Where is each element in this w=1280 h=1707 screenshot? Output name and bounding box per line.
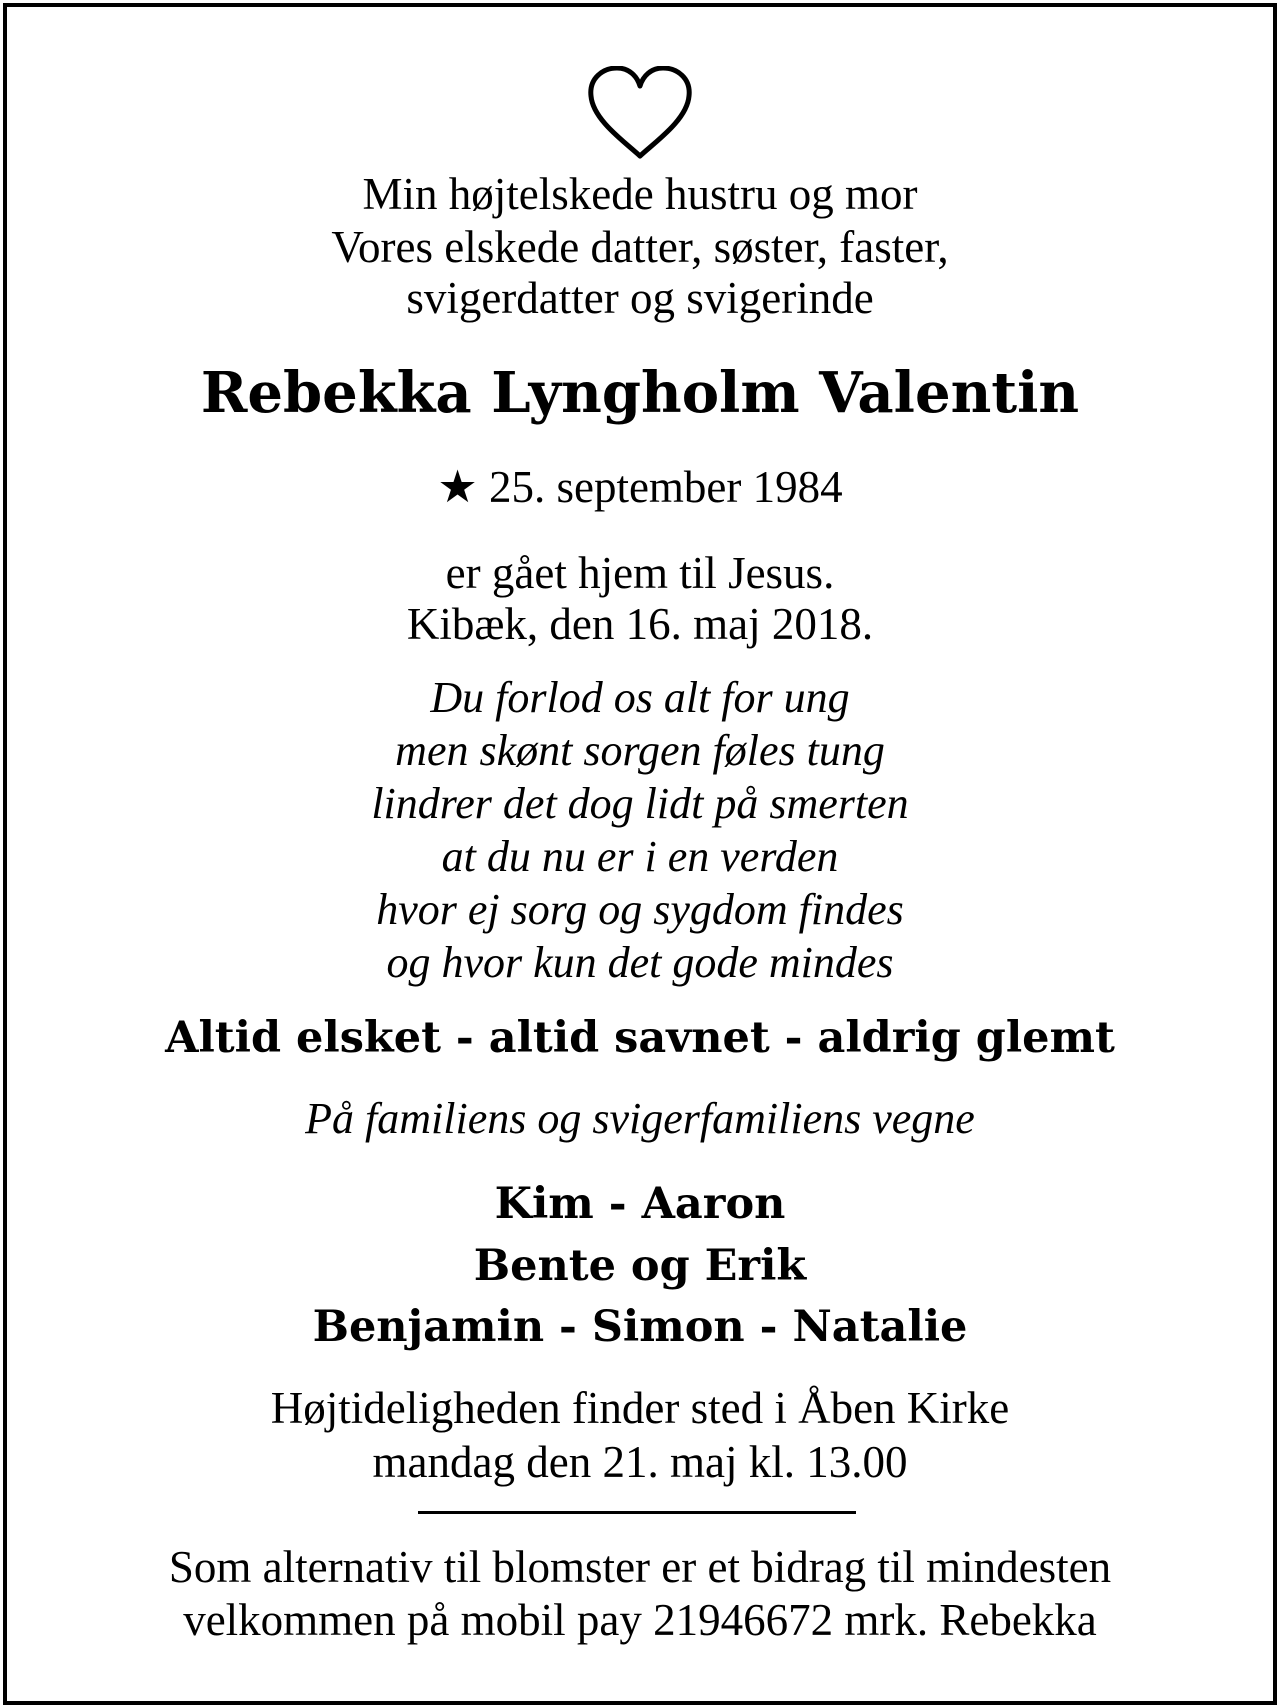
- intro-line-2: Vores elskede datter, søster, faster,: [331, 222, 949, 272]
- ceremony-line-1: Højtideligheden finder sted i Åben Kirke: [270, 1383, 1010, 1433]
- on-behalf: På familiens og svigerfamiliens vegne: [305, 1094, 975, 1143]
- intro-line-1: Min højtelskede hustru og mor: [362, 169, 918, 219]
- poem-line-2: men skønt sorgen føles tung: [395, 726, 885, 775]
- intro-line-3: svigerdatter og svigerinde: [406, 273, 874, 323]
- divider: [418, 1511, 856, 1514]
- poem-line-3: lindrer det dog lidt på smerten: [371, 779, 909, 828]
- motto: Altid elsket - altid savnet - aldrig glemt: [165, 1013, 1115, 1063]
- family-line-3: Benjamin - Simon - Natalie: [312, 1302, 968, 1352]
- deceased-name: Rebekka Lyngholm Valentin: [200, 360, 1080, 426]
- poem-line-1: Du forlod os alt for ung: [430, 673, 850, 722]
- heart-icon: [585, 66, 695, 162]
- death-line-2: Kibæk, den 16. maj 2018.: [406, 599, 874, 649]
- poem-line-6: og hvor kun det gode mindes: [386, 938, 894, 987]
- death-line-1: er gået hjem til Jesus.: [445, 548, 835, 598]
- donation-line-1: Som alternativ til blomster er et bidrag til mindesten: [168, 1542, 1112, 1592]
- family-line-1: Kim - Aaron: [494, 1179, 786, 1229]
- donation-line-2: velkommen på mobil pay 21946672 mrk. Rebekka: [183, 1595, 1097, 1645]
- star-icon: ★: [437, 462, 478, 512]
- birth-date: 25. september 1984: [488, 462, 843, 512]
- ceremony-line-2: mandag den 21. maj kl. 13.00: [372, 1437, 908, 1487]
- poem-line-4: at du nu er i en verden: [441, 832, 839, 881]
- poem-line-5: hvor ej sorg og sygdom findes: [376, 885, 904, 934]
- family-line-2: Bente og Erik: [473, 1241, 807, 1291]
- birth-line: [0, 462, 1280, 512]
